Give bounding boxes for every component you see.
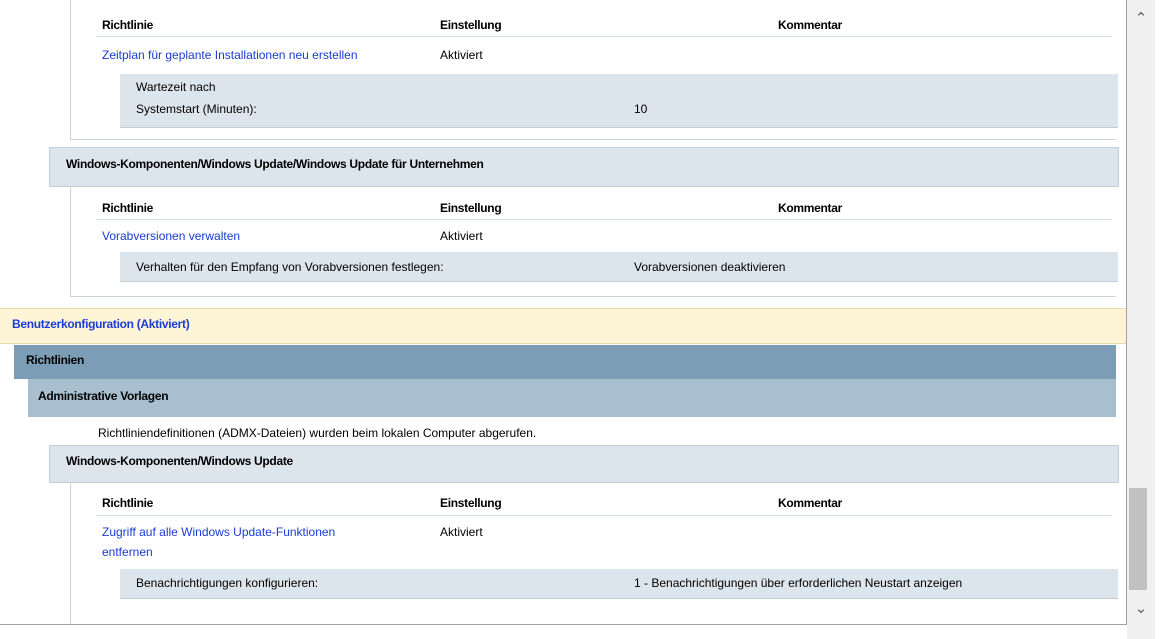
scroll-down-button[interactable] [1127,596,1155,620]
setting-value: 1 - Benachrichtigungen über erforderlichen Neustart anzeigen [634,576,963,590]
column-header-setting: Einstellung [440,201,502,215]
column-header-comment: Kommentar [778,496,842,510]
section-title: Windows-Komponenten/Windows Update [66,454,293,468]
policy-link-manage-previews[interactable]: Vorabversionen verwalten [102,229,241,243]
header-divider [96,515,1112,516]
setting-label: Systemstart (Minuten): [136,102,257,116]
policy-state: Aktiviert [440,229,483,243]
vertical-scrollbar[interactable] [1127,0,1155,639]
chevron-down-icon: ⌄ [1134,599,1148,617]
column-header-comment: Kommentar [778,201,842,215]
user-config-title[interactable]: Benutzerkonfiguration (Aktiviert) [12,317,190,331]
policy-state: Aktiviert [440,48,483,62]
policy-group-box [70,483,1116,625]
setting-label: Benachrichtigungen konfigurieren: [136,576,319,590]
policies-title: Richtlinien [26,353,85,367]
policy-link-remove-wu-access[interactable]: Zugriff auf alle Windows Update-Funktionen [102,525,336,539]
scroll-up-button[interactable] [1127,6,1155,30]
scrollbar-thumb[interactable] [1129,488,1147,590]
setting-label: Verhalten für den Empfang von Vorabversionen festlegen: [136,260,444,274]
column-header-policy: Richtlinie [102,201,154,215]
setting-value: Vorabversionen deaktivieren [634,260,786,274]
setting-value: 10 [634,102,648,116]
column-header-policy: Richtlinie [102,18,154,32]
column-header-setting: Einstellung [440,18,502,32]
chevron-up-icon: ⌃ [1134,9,1148,27]
column-header-policy: Richtlinie [102,496,154,510]
admin-templates-bar [28,379,1116,417]
admx-note: Richtliniendefinitionen (ADMX-Dateien) wurden beim lokalen Computer abgerufen. [98,426,537,440]
admin-templates-title: Administrative Vorlagen [38,389,169,403]
column-header-setting: Einstellung [440,496,502,510]
setting-label: Wartezeit nach [136,80,216,94]
policies-bar [14,345,1116,379]
policy-link-remove-wu-access-cont[interactable]: entfernen [102,545,153,559]
header-divider [96,36,1112,37]
header-divider [96,219,1112,220]
policy-link-reschedule-installs[interactable]: Zeitplan für geplante Installationen neu erstellen [102,48,358,62]
policy-state: Aktiviert [440,525,483,539]
section-title: Windows-Komponenten/Windows Update/Windows Update für Unternehmen [66,157,484,171]
partial-next-content [0,625,1126,639]
setting-row-box [120,74,1118,128]
column-header-comment: Kommentar [778,18,842,32]
